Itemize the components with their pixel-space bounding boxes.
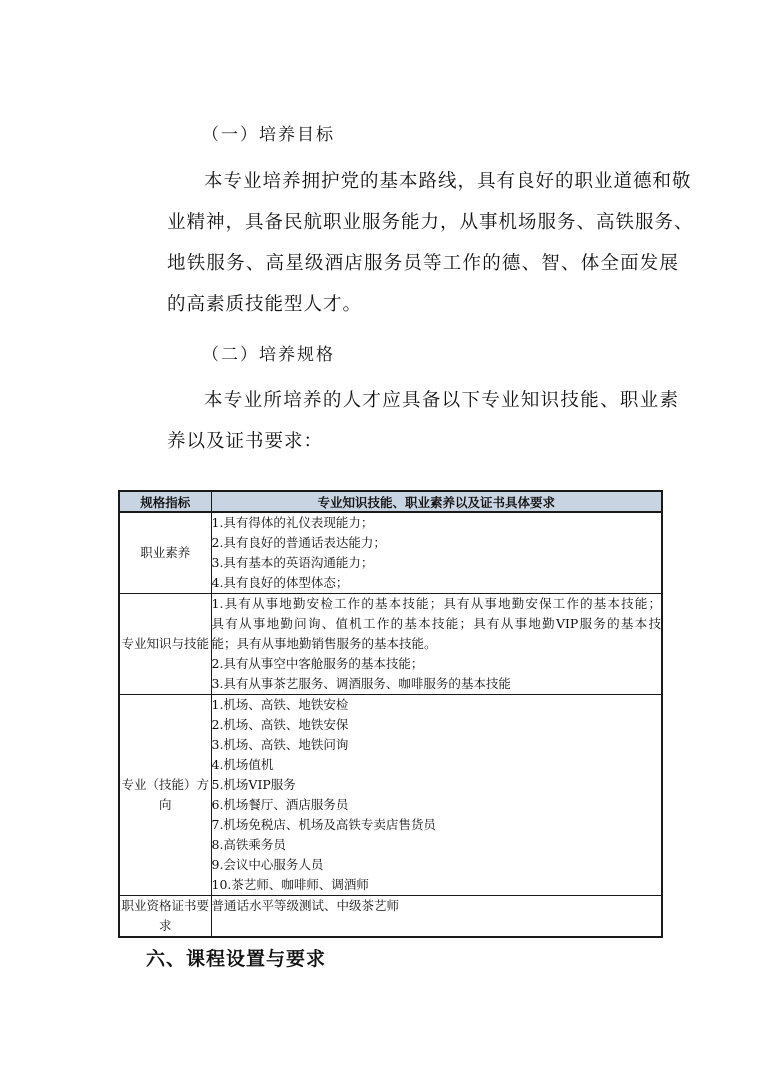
row-item: 5.机场VIP服务 <box>211 777 296 792</box>
chapter-heading: 六、课程设置与要求 <box>146 948 327 970</box>
row-item: 2.具有良好的普通话表达能力； <box>211 535 386 550</box>
table-row <box>119 594 662 695</box>
row-item: 4.具有良好的体型体态； <box>211 575 349 590</box>
section-heading-goal: （一）培养目标 <box>202 125 335 145</box>
row-item: 3.具有从事茶艺服务、调酒服务、咖啡服务的基本技能 <box>211 676 511 691</box>
spec-paragraph <box>167 380 679 462</box>
goal-line: 地铁服务、高星级酒店服务员等工作的德、智、体全面发展 <box>167 253 679 274</box>
row-item: 2.机场、高铁、地铁安保 <box>211 717 349 732</box>
header-spec-indicator: 规格指标 <box>119 491 211 512</box>
section-heading-spec: （二）培养规格 <box>202 345 335 365</box>
row-label: 职业资格证书要求 <box>119 896 211 938</box>
row-item: 2.具有从事空中客舱服务的基本技能； <box>211 656 424 671</box>
row-item: 7.机场免税店、机场及高铁专卖店售货员 <box>211 817 436 832</box>
goal-line: 业精神，具备民航职业服务能力，从事机场服务、高铁服务、 <box>167 212 694 233</box>
goal-line: 本专业培养拥护党的基本路线，具有良好的职业道德和敬 <box>204 171 692 192</box>
table-header-row <box>119 491 662 512</box>
table-row <box>119 512 662 594</box>
row-content <box>211 594 662 695</box>
spec-line: 本专业所培养的人才应具备以下专业知识技能、职业素 <box>204 390 679 411</box>
row-item: 具有从事地勤问询、值机工作的基本技能；具有从事地勤VIP服务的基本技 <box>211 616 661 631</box>
row-item: 3.机场、高铁、地铁问询 <box>211 737 349 752</box>
row-label: 专业（技能）方向 <box>119 695 211 896</box>
goal-line: 的高素质技能型人才。 <box>167 294 363 315</box>
row-label: 专业知识与技能 <box>119 594 211 695</box>
row-item: 1.机场、高铁、地铁安检 <box>211 697 349 712</box>
table-row <box>119 896 662 938</box>
row-item: 1.具有得体的礼仪表现能力； <box>211 515 374 530</box>
header-requirements: 专业知识技能、职业素养以及证书具体要求 <box>211 491 662 512</box>
goal-paragraph <box>167 161 694 325</box>
table-row <box>119 695 662 896</box>
row-item: 能；具有从事地勤销售服务的基本技能。 <box>211 636 437 651</box>
row-content <box>211 896 662 938</box>
row-label: 职业素养 <box>119 512 211 594</box>
requirements-table <box>118 490 663 938</box>
spec-line: 养以及证书要求： <box>167 431 324 452</box>
row-item: 1.具有从事地勤安检工作的基本技能；具有从事地勤安保工作的基本技能； <box>211 596 661 611</box>
row-item: 普通话水平等级测试、中级茶艺师 <box>211 898 400 913</box>
row-item: 3.具有基本的英语沟通能力； <box>211 555 374 570</box>
row-item: 4.机场值机 <box>211 757 274 772</box>
row-content <box>211 695 662 896</box>
row-content <box>211 512 662 594</box>
row-item: 6.机场餐厅、酒店服务员 <box>211 797 349 812</box>
row-item: 10.茶艺师、咖啡师、调酒师 <box>211 877 369 892</box>
row-item: 9.会议中心服务人员 <box>211 857 324 872</box>
row-item: 8.高铁乘务员 <box>211 837 286 852</box>
